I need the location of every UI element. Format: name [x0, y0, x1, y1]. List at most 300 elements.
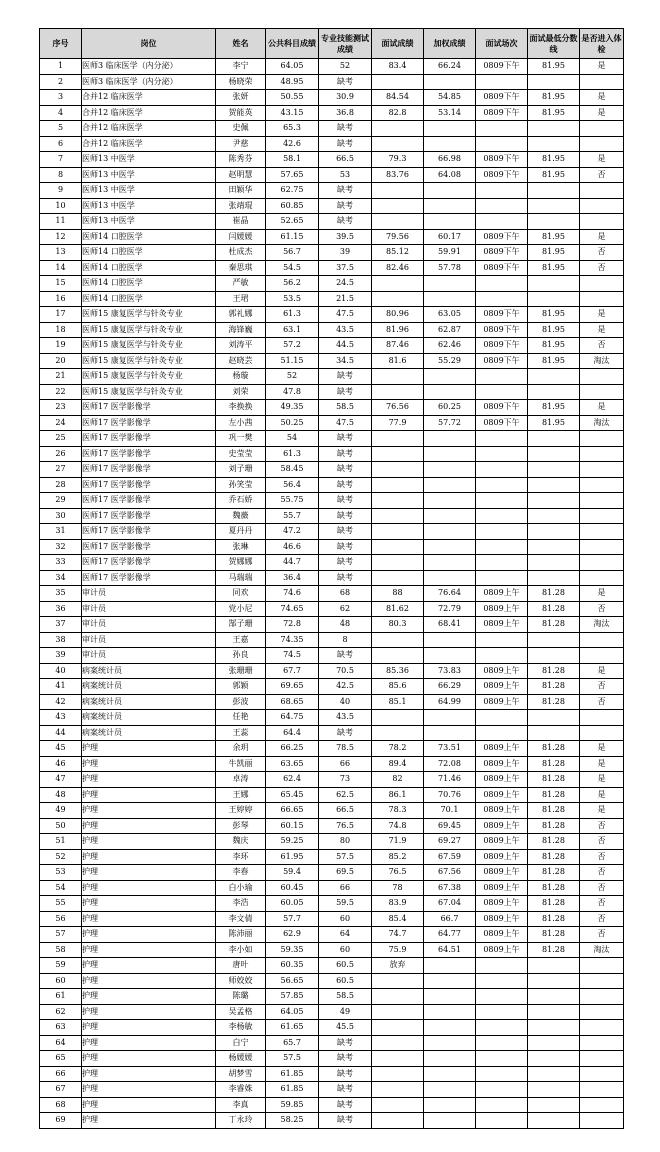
table-row [40, 74, 624, 90]
cell-index: 8 [40, 167, 82, 183]
cell-position: 护理 [82, 834, 216, 850]
cell-weighted-score: 62.46 [424, 338, 476, 354]
cell-skill-score: 60 [319, 911, 372, 927]
table-row [40, 400, 624, 416]
cell-min-line [528, 958, 580, 974]
cell-min-line: 81.28 [528, 896, 580, 912]
cell-name: 李文倩 [216, 911, 266, 927]
table-row [40, 90, 624, 106]
cell-skill-score: 64 [319, 927, 372, 943]
cell-interview-session [476, 1035, 528, 1051]
cell-weighted-score [424, 989, 476, 1005]
cell-name: 唐叶 [216, 958, 266, 974]
cell-public-score: 61.85 [266, 1082, 319, 1098]
cell-physical-exam: 是 [580, 756, 624, 772]
cell-index: 52 [40, 849, 82, 865]
cell-min-line [528, 1097, 580, 1113]
cell-physical-exam [580, 1051, 624, 1067]
cell-interview-score: 75.9 [372, 942, 424, 958]
cell-interview-session: 0809下午 [476, 338, 528, 354]
cell-weighted-score: 64.77 [424, 927, 476, 943]
cell-min-line [528, 462, 580, 478]
cell-name: 马瑞瑞 [216, 570, 266, 586]
cell-skill-score: 37.5 [319, 260, 372, 276]
cell-interview-score [372, 291, 424, 307]
cell-interview-score: 84.54 [372, 90, 424, 106]
cell-name: 魏薇 [216, 508, 266, 524]
cell-name: 赵明慧 [216, 167, 266, 183]
cell-public-score: 60.15 [266, 818, 319, 834]
cell-public-score: 42.6 [266, 136, 319, 152]
cell-skill-score: 78.5 [319, 741, 372, 757]
cell-index: 13 [40, 245, 82, 261]
cell-public-score: 49.35 [266, 400, 319, 416]
cell-index: 15 [40, 276, 82, 292]
cell-name: 张琳 [216, 539, 266, 555]
cell-physical-exam [580, 632, 624, 648]
table-row [40, 787, 624, 803]
cell-skill-score: 缺考 [319, 539, 372, 555]
cell-interview-session: 0809上午 [476, 663, 528, 679]
cell-weighted-score: 66.29 [424, 679, 476, 695]
cell-skill-score: 59.5 [319, 896, 372, 912]
table-row [40, 942, 624, 958]
cell-position: 病案统计员 [82, 694, 216, 710]
cell-position: 病案统计员 [82, 663, 216, 679]
cell-interview-session [476, 214, 528, 230]
cell-position: 审计员 [82, 586, 216, 602]
cell-interview-session: 0809上午 [476, 942, 528, 958]
cell-physical-exam: 是 [580, 803, 624, 819]
table-row [40, 59, 624, 75]
cell-physical-exam [580, 1020, 624, 1036]
cell-interview-session: 0809上午 [476, 818, 528, 834]
cell-min-line [528, 1051, 580, 1067]
cell-skill-score: 68 [319, 586, 372, 602]
cell-skill-score: 76.5 [319, 818, 372, 834]
table-row [40, 818, 624, 834]
cell-skill-score: 缺考 [319, 431, 372, 447]
cell-position: 医师14 口腔医学 [82, 245, 216, 261]
cell-interview-session: 0809上午 [476, 880, 528, 896]
cell-weighted-score: 64.08 [424, 167, 476, 183]
cell-interview-score [372, 1082, 424, 1098]
table-row [40, 477, 624, 493]
cell-name: 李环 [216, 849, 266, 865]
cell-public-score: 66.25 [266, 741, 319, 757]
cell-physical-exam: 是 [580, 59, 624, 75]
cell-public-score: 62.75 [266, 183, 319, 199]
cell-index: 62 [40, 1004, 82, 1020]
cell-index: 41 [40, 679, 82, 695]
cell-index: 36 [40, 601, 82, 617]
cell-name: 乔石娇 [216, 493, 266, 509]
cell-public-score: 53.5 [266, 291, 319, 307]
cell-index: 45 [40, 741, 82, 757]
cell-name: 杨璇 [216, 369, 266, 385]
cell-weighted-score [424, 648, 476, 664]
cell-interview-score: 放弃 [372, 958, 424, 974]
cell-weighted-score: 66.98 [424, 152, 476, 168]
cell-index: 48 [40, 787, 82, 803]
cell-index: 66 [40, 1066, 82, 1082]
cell-position: 合并12 临床医学 [82, 121, 216, 137]
cell-skill-score: 缺考 [319, 524, 372, 540]
cell-physical-exam [580, 121, 624, 137]
cell-min-line: 81.28 [528, 741, 580, 757]
cell-name: 杜成杰 [216, 245, 266, 261]
cell-min-line [528, 1035, 580, 1051]
cell-interview-session [476, 183, 528, 199]
cell-index: 3 [40, 90, 82, 106]
cell-position: 医师17 医学影像学 [82, 539, 216, 555]
cell-index: 63 [40, 1020, 82, 1036]
cell-physical-exam [580, 1035, 624, 1051]
cell-physical-exam [580, 989, 624, 1005]
cell-interview-session [476, 136, 528, 152]
cell-interview-score [372, 431, 424, 447]
cell-name: 巩一樊 [216, 431, 266, 447]
cell-index: 28 [40, 477, 82, 493]
cell-interview-session [476, 1113, 528, 1129]
cell-name: 海锋巍 [216, 322, 266, 338]
cell-physical-exam: 是 [580, 105, 624, 121]
cell-interview-session [476, 276, 528, 292]
cell-public-score: 74.6 [266, 586, 319, 602]
cell-interview-score [372, 477, 424, 493]
cell-min-line: 81.28 [528, 865, 580, 881]
cell-weighted-score [424, 632, 476, 648]
cell-interview-session: 0809上午 [476, 679, 528, 695]
cell-interview-score [372, 973, 424, 989]
cell-weighted-score [424, 1004, 476, 1020]
cell-index: 55 [40, 896, 82, 912]
table-row [40, 555, 624, 571]
cell-interview-session: 0809上午 [476, 834, 528, 850]
cell-public-score: 58.25 [266, 1113, 319, 1129]
cell-min-line: 81.95 [528, 307, 580, 323]
table-row [40, 710, 624, 726]
cell-skill-score: 39.5 [319, 229, 372, 245]
cell-name: 李换换 [216, 400, 266, 416]
cell-skill-score: 缺考 [319, 136, 372, 152]
cell-physical-exam [580, 555, 624, 571]
cell-position: 医师17 医学影像学 [82, 415, 216, 431]
cell-interview-score [372, 1020, 424, 1036]
cell-position: 护理 [82, 1020, 216, 1036]
table-row [40, 772, 624, 788]
cell-min-line: 81.28 [528, 679, 580, 695]
cell-interview-score [372, 725, 424, 741]
cell-physical-exam: 淘汰 [580, 353, 624, 369]
cell-skill-score: 53 [319, 167, 372, 183]
cell-physical-exam [580, 710, 624, 726]
table-row [40, 446, 624, 462]
cell-index: 29 [40, 493, 82, 509]
cell-skill-score: 30.9 [319, 90, 372, 106]
cell-position: 医师15 康复医学与针灸专业 [82, 384, 216, 400]
cell-physical-exam [580, 570, 624, 586]
cell-position: 医师3 临床医学（内分泌） [82, 74, 216, 90]
cell-skill-score: 缺考 [319, 1066, 372, 1082]
cell-position: 护理 [82, 1113, 216, 1129]
cell-index: 19 [40, 338, 82, 354]
cell-position: 医师14 口腔医学 [82, 260, 216, 276]
cell-weighted-score: 67.59 [424, 849, 476, 865]
cell-public-score: 59.85 [266, 1097, 319, 1113]
cell-skill-score: 60 [319, 942, 372, 958]
cell-interview-session: 0809上午 [476, 586, 528, 602]
cell-position: 护理 [82, 911, 216, 927]
cell-weighted-score: 64.99 [424, 694, 476, 710]
cell-physical-exam: 否 [580, 694, 624, 710]
cell-name: 李杨敏 [216, 1020, 266, 1036]
cell-position: 护理 [82, 818, 216, 834]
cell-public-score: 74.5 [266, 648, 319, 664]
cell-name: 郭颖 [216, 679, 266, 695]
cell-public-score: 63.65 [266, 756, 319, 772]
cell-public-score: 58.45 [266, 462, 319, 478]
cell-name: 任艳 [216, 710, 266, 726]
cell-public-score: 60.45 [266, 880, 319, 896]
cell-name: 李小如 [216, 942, 266, 958]
cell-min-line: 81.95 [528, 245, 580, 261]
cell-min-line [528, 570, 580, 586]
cell-public-score: 62.9 [266, 927, 319, 943]
cell-min-line: 81.95 [528, 59, 580, 75]
cell-interview-session: 0809下午 [476, 167, 528, 183]
cell-min-line [528, 710, 580, 726]
cell-index: 9 [40, 183, 82, 199]
cell-position: 护理 [82, 896, 216, 912]
cell-skill-score: 58.5 [319, 989, 372, 1005]
cell-index: 32 [40, 539, 82, 555]
cell-min-line: 81.95 [528, 90, 580, 106]
cell-interview-session [476, 973, 528, 989]
cell-position: 医师14 口腔医学 [82, 276, 216, 292]
cell-skill-score: 缺考 [319, 198, 372, 214]
cell-interview-session: 0809下午 [476, 90, 528, 106]
cell-min-line [528, 524, 580, 540]
cell-position: 护理 [82, 1035, 216, 1051]
cell-position: 医师13 中医学 [82, 152, 216, 168]
cell-interview-session: 0809上午 [476, 601, 528, 617]
cell-public-score: 57.5 [266, 1051, 319, 1067]
cell-interview-score: 89.4 [372, 756, 424, 772]
cell-weighted-score [424, 493, 476, 509]
cell-weighted-score: 66.24 [424, 59, 476, 75]
cell-position: 病案统计员 [82, 679, 216, 695]
header-interview-score: 面试成绩 [372, 29, 424, 59]
cell-weighted-score [424, 1097, 476, 1113]
cell-skill-score: 47.5 [319, 415, 372, 431]
cell-physical-exam: 否 [580, 601, 624, 617]
cell-min-line: 81.28 [528, 787, 580, 803]
cell-name: 王嘉 [216, 632, 266, 648]
cell-skill-score: 缺考 [319, 1082, 372, 1098]
cell-name: 贺能英 [216, 105, 266, 121]
cell-interview-session [476, 462, 528, 478]
cell-skill-score: 62.5 [319, 787, 372, 803]
cell-skill-score: 24.5 [319, 276, 372, 292]
cell-interview-score [372, 648, 424, 664]
cell-name: 刘荣 [216, 384, 266, 400]
cell-public-score: 60.35 [266, 958, 319, 974]
cell-name: 余玥 [216, 741, 266, 757]
table-row [40, 601, 624, 617]
cell-position: 医师17 医学影像学 [82, 508, 216, 524]
cell-public-score: 66.65 [266, 803, 319, 819]
cell-name: 李宁 [216, 59, 266, 75]
cell-position: 医师13 中医学 [82, 183, 216, 199]
cell-interview-score: 78.3 [372, 803, 424, 819]
cell-interview-score: 83.76 [372, 167, 424, 183]
cell-skill-score: 66.5 [319, 803, 372, 819]
cell-weighted-score: 63.05 [424, 307, 476, 323]
cell-interview-session [476, 477, 528, 493]
cell-physical-exam [580, 648, 624, 664]
cell-public-score: 56.7 [266, 245, 319, 261]
cell-interview-score: 85.12 [372, 245, 424, 261]
cell-interview-session [476, 1051, 528, 1067]
table-row [40, 384, 624, 400]
header-index: 序号 [40, 29, 82, 59]
cell-skill-score: 44.5 [319, 338, 372, 354]
cell-interview-score [372, 74, 424, 90]
cell-public-score: 51.15 [266, 353, 319, 369]
cell-public-score: 61.3 [266, 307, 319, 323]
cell-interview-session: 0809下午 [476, 152, 528, 168]
header-weighted-score: 加权成绩 [424, 29, 476, 59]
cell-skill-score: 40 [319, 694, 372, 710]
cell-skill-score: 43.5 [319, 710, 372, 726]
cell-min-line: 81.95 [528, 229, 580, 245]
cell-skill-score: 缺考 [319, 477, 372, 493]
cell-position: 审计员 [82, 648, 216, 664]
header-public-score: 公共科目成绩 [266, 29, 319, 59]
cell-weighted-score: 72.08 [424, 756, 476, 772]
cell-skill-score: 缺考 [319, 384, 372, 400]
cell-index: 16 [40, 291, 82, 307]
cell-weighted-score [424, 1051, 476, 1067]
cell-index: 43 [40, 710, 82, 726]
cell-physical-exam: 是 [580, 307, 624, 323]
table-row [40, 291, 624, 307]
cell-position: 医师15 康复医学与针灸专业 [82, 338, 216, 354]
cell-public-score: 69.65 [266, 679, 319, 695]
cell-index: 67 [40, 1082, 82, 1098]
cell-index: 2 [40, 74, 82, 90]
cell-interview-session: 0809上午 [476, 741, 528, 757]
cell-skill-score: 52 [319, 59, 372, 75]
cell-min-line: 81.95 [528, 415, 580, 431]
cell-index: 60 [40, 973, 82, 989]
cell-interview-session [476, 632, 528, 648]
header-physical-exam: 是否进入体检 [580, 29, 624, 59]
cell-physical-exam: 淘汰 [580, 617, 624, 633]
cell-index: 44 [40, 725, 82, 741]
cell-interview-score [372, 539, 424, 555]
cell-interview-session [476, 1004, 528, 1020]
cell-interview-session [476, 198, 528, 214]
cell-weighted-score: 66.7 [424, 911, 476, 927]
table-row [40, 725, 624, 741]
cell-position: 医师13 中医学 [82, 198, 216, 214]
cell-position: 护理 [82, 1097, 216, 1113]
cell-min-line: 81.28 [528, 849, 580, 865]
table-row [40, 415, 624, 431]
cell-min-line: 81.95 [528, 167, 580, 183]
cell-name: 李真 [216, 1097, 266, 1113]
cell-interview-score [372, 198, 424, 214]
cell-name: 刘涛平 [216, 338, 266, 354]
cell-index: 5 [40, 121, 82, 137]
cell-index: 46 [40, 756, 82, 772]
cell-public-score: 57.2 [266, 338, 319, 354]
cell-weighted-score [424, 710, 476, 726]
cell-weighted-score: 73.83 [424, 663, 476, 679]
cell-position: 医师17 医学影像学 [82, 570, 216, 586]
cell-physical-exam [580, 136, 624, 152]
cell-index: 37 [40, 617, 82, 633]
cell-name: 尹慈 [216, 136, 266, 152]
cell-interview-score [372, 493, 424, 509]
cell-name: 郭礼娜 [216, 307, 266, 323]
table-row [40, 260, 624, 276]
table-row [40, 973, 624, 989]
cell-name: 魏庆 [216, 834, 266, 850]
cell-public-score: 61.95 [266, 849, 319, 865]
cell-skill-score: 66.5 [319, 152, 372, 168]
table-row [40, 958, 624, 974]
cell-weighted-score: 67.38 [424, 880, 476, 896]
cell-skill-score: 58.5 [319, 400, 372, 416]
cell-weighted-score: 55.29 [424, 353, 476, 369]
cell-physical-exam: 否 [580, 260, 624, 276]
cell-physical-exam: 是 [580, 229, 624, 245]
cell-index: 54 [40, 880, 82, 896]
cell-physical-exam: 否 [580, 896, 624, 912]
cell-interview-session [476, 1097, 528, 1113]
cell-interview-session [476, 570, 528, 586]
cell-interview-session [476, 555, 528, 571]
cell-interview-score [372, 369, 424, 385]
cell-physical-exam [580, 973, 624, 989]
cell-position: 医师15 康复医学与针灸专业 [82, 369, 216, 385]
cell-index: 49 [40, 803, 82, 819]
cell-position: 护理 [82, 880, 216, 896]
cell-name: 夏丹丹 [216, 524, 266, 540]
cell-name: 赵晓芸 [216, 353, 266, 369]
cell-weighted-score [424, 276, 476, 292]
cell-interview-score [372, 214, 424, 230]
cell-public-score: 50.55 [266, 90, 319, 106]
cell-physical-exam [580, 384, 624, 400]
table-row [40, 431, 624, 447]
cell-interview-score: 82.46 [372, 260, 424, 276]
cell-interview-score [372, 632, 424, 648]
cell-skill-score: 缺考 [319, 648, 372, 664]
cell-weighted-score: 57.72 [424, 415, 476, 431]
cell-public-score: 65.45 [266, 787, 319, 803]
cell-position: 医师15 康复医学与针灸专业 [82, 307, 216, 323]
cell-min-line: 81.28 [528, 772, 580, 788]
cell-weighted-score [424, 508, 476, 524]
cell-index: 6 [40, 136, 82, 152]
table-row [40, 586, 624, 602]
table-row [40, 152, 624, 168]
cell-interview-score [372, 276, 424, 292]
